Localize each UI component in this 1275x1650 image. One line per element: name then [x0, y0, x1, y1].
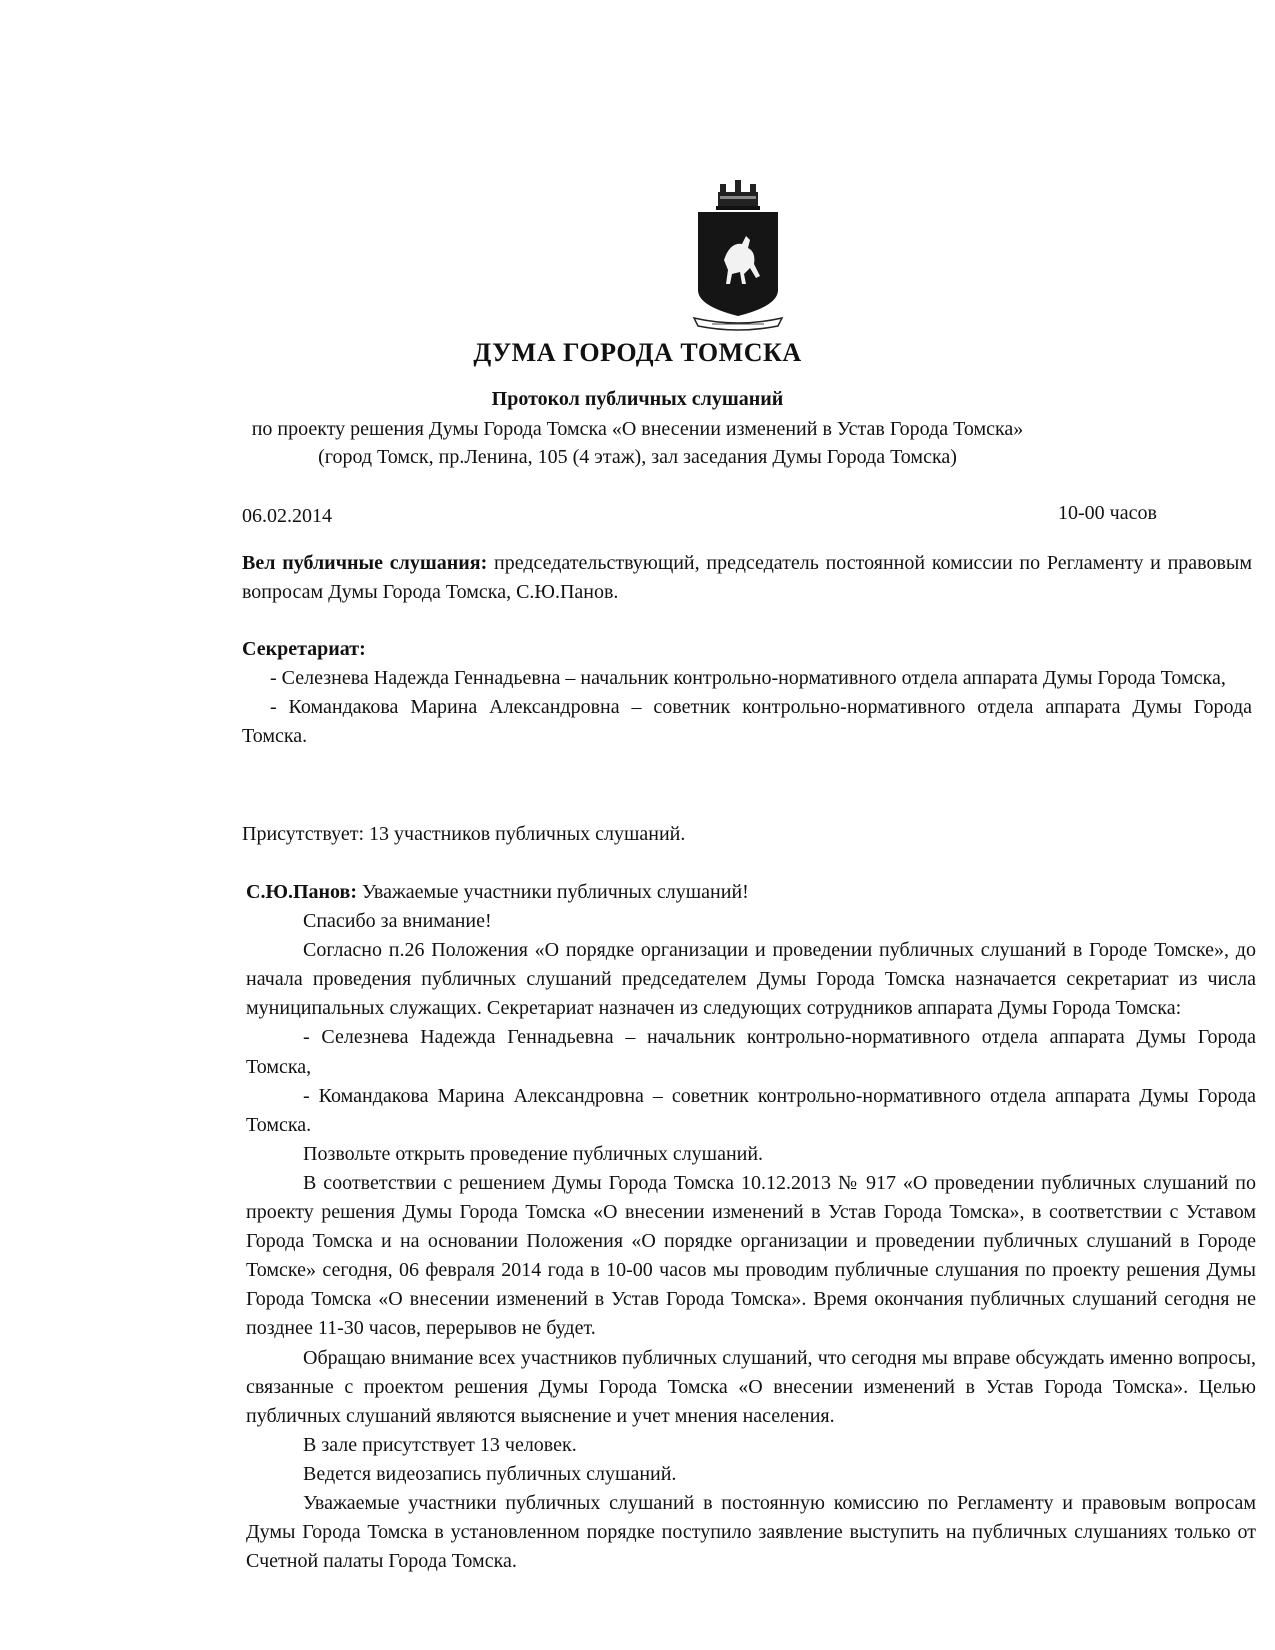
- paragraph: Обращаю внимание всех участников публичных слушаний, что сегодня мы вправе обсуждать именно вопросы, связанные с проектом решения Думы Города Томска «О внесении изменений в Устав Города Томска». Целью публичных слушаний являются выяснение и учет мнения населения.: [246, 1346, 1256, 1427]
- speech-opening-text: Уважаемые участники публичных слушаний!: [357, 881, 749, 903]
- secretariat-section: [242, 635, 1252, 751]
- subtitle-line: по проекту решения Думы Города Томска «О внесении изменений в Устав Города Томска»: [251, 418, 1024, 440]
- speech-opening: [246, 878, 1256, 907]
- chair-text: председательствующий, председатель постоянной комиссии по Регламенту и правовым вопросам Думы Города Томска, С.Ю.Панов.: [242, 552, 1253, 603]
- attendance-text: Присутствует: 13 участников публичных слушаний.: [242, 823, 686, 845]
- document-title: Протокол публичных слушаний: [491, 388, 784, 410]
- paragraph: В зале присутствует 13 человек.: [303, 1433, 577, 1456]
- paragraph: Согласно п.26 Положения «О порядке организации и проведении публичных слушаний в Городе Томске», до начала проведения публичных слушаний председателем Думы Города Томска назначается секретариат из числа муниципальных служащих. Секретариат назначен из следующих сотрудников аппарата Думы Города Томска:: [246, 939, 1256, 1020]
- paragraph: В соответствии с решением Думы Города Томска 10.12.2013 № 917 «О проведении публичных слушаний по проекту решения Думы Города Томска «О внесении изменений в Устав Города Томска», в соответствии с Уставом Города Томска и на основании Положения «О порядке организации и проведении публичных слушаний в Городе Томске» сегодня, 06 февраля 2014 года в 10-00 часов мы проводим публичные слушания по проекту решения Думы Города Томска «О внесении изменений в Устав Города Томска». Время окончания публичных слушаний сегодня не позднее 11-30 часов, перерывов не будет.: [246, 1171, 1256, 1340]
- tomsk-coat-of-arms-icon: [690, 178, 786, 338]
- subtitle-line: (город Томск, пр.Ленина, 105 (4 этаж), зал заседания Думы Города Томска): [318, 446, 957, 468]
- meeting-date: 06.02.2014: [242, 505, 332, 527]
- list-item: - Селезнева Надежда Геннадьевна – начальник контрольно-нормативного отдела аппарата Думы Города Томска,: [270, 667, 1226, 689]
- chair-label: Вел публичные слушания:: [242, 552, 488, 574]
- secretariat-label: Секретариат:: [242, 638, 366, 660]
- chair-paragraph: [242, 549, 1252, 607]
- paragraph: - Командакова Марина Александровна – советник контрольно-нормативного отдела аппарата Думы Города Томска.: [246, 1084, 1256, 1136]
- document-subtitle: [0, 415, 1275, 471]
- speaker-name: С.Ю.Панов:: [246, 881, 358, 903]
- paragraph: Ведется видеозапись публичных слушаний.: [303, 1462, 677, 1485]
- list-item: - Командакова Марина Александровна – советник контрольно-нормативного отдела аппарата Думы Города Томска.: [242, 696, 1252, 747]
- meeting-time: 10-00 часов: [1058, 502, 1157, 524]
- paragraph: Позвольте открыть проведение публичных слушаний.: [303, 1142, 764, 1165]
- organization-name: ДУМА ГОРОДА ТОМСКА: [473, 338, 802, 367]
- paragraph: Спасибо за внимание!: [303, 910, 492, 933]
- speech-section: [246, 878, 1256, 1576]
- paragraph: Уважаемые участники публичных слушаний в постоянную комиссию по Регламенту и правовым вопросам Думы Города Томска в установленном порядке поступило заявление выступить на публичных слушаниях только от Счетной палаты Города Томска.: [246, 1491, 1256, 1573]
- paragraph: - Селезнева Надежда Геннадьевна – начальник контрольно-нормативного отдела аппарата Думы Города Томска,: [246, 1026, 1256, 1078]
